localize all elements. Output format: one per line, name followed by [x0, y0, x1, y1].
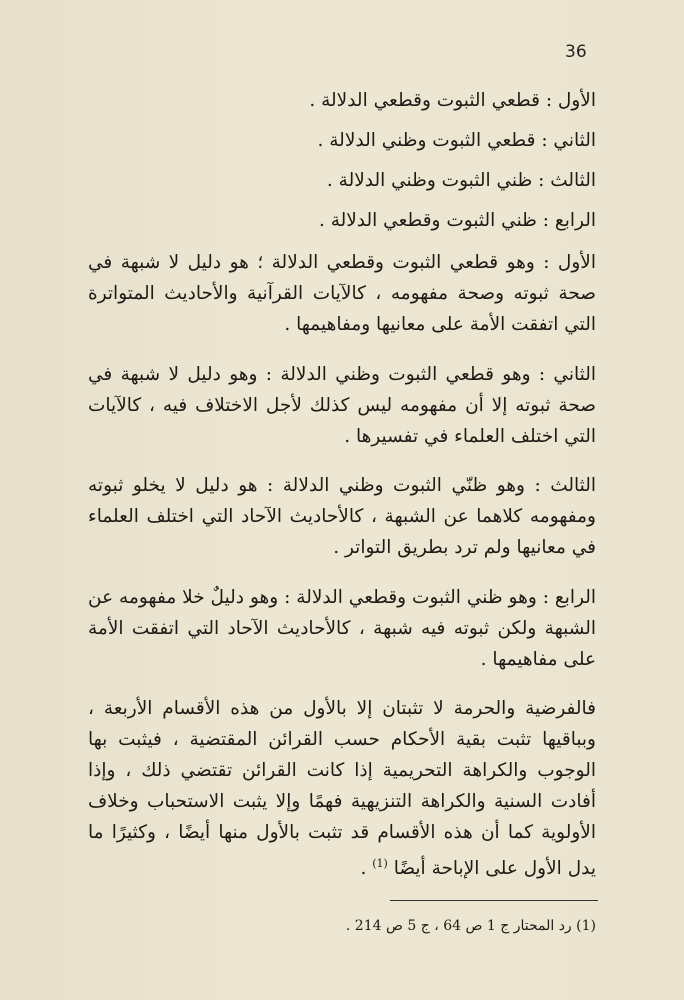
footnote: (1) رد المحتار ج 1 ص 64 ، ج 5 ص 214 .: [345, 918, 596, 934]
page-number: 36: [565, 42, 587, 62]
list-line-3: الثالث : ظني الثبوت وظني الدلالة .: [326, 170, 596, 191]
footnote-divider: [390, 900, 598, 901]
paragraph-first: الأول : وهو قطعي الثبوت وقطعي الدلالة ؛ هو دليل لا شبهة في صحة ثبوته وصحة مفهومه ، كالآيات القرآنية والأحاديث المتواترة التي اتفقت الأمة على معانيها ومفاهيمها .: [88, 252, 596, 335]
paragraph-conclusion: [88, 693, 596, 884]
conclusion-end: .: [360, 858, 367, 880]
paragraph-fourth: الرابع : وهو ظني الثبوت وقطعي الدلالة : وهو دليلٌ خلا مفهومه عن الشبهة ولكن ثبوته فيه شبهة ، كالأحاديث الآحاد التي اتفقت الأمة على مفاهيمها .: [88, 586, 596, 670]
paragraph-third: الثالث : وهو ظنّي الثبوت وظني الدلالة : هو دليل لا يخلو ثبوته ومفهومه كلاهما عن الشبهة ، كالأحاديث الآحاد التي اختلف العلماء في معانيها ولم ترد بطريق التواتر .: [88, 475, 596, 558]
conclusion-text: فالفرضية والحرمة لا تثبتان إلا بالأول من هذه الأقسام الأربعة ، وبباقيها تثبت بقية الأحكام حسب القرائن المقتضية ، فيثبت بها الوجوب والكراهة التحريمية إذا كانت القرائن تقتضي ذلك ، وإذا أفادت السنية والكراهة التنزيهية فهمًا وإلا يثبت الاستحباب وخلاف الأولوية كما أن هذه الأقسام قد تثبت بالأول منها أيضًا ، وكثيرًا ما يدل الأول على الإباحة أيضًا: [88, 698, 596, 880]
list-line-2: الثاني : قطعي الثبوت وظني الدلالة .: [317, 130, 596, 151]
list-line-4: الرابع : ظني الثبوت وقطعي الدلالة .: [318, 210, 596, 231]
footnote-reference[interactable]: (1): [372, 857, 388, 870]
paragraph-second: الثاني : وهو قطعي الثبوت وظني الدلالة : وهو دليل لا شبهة في صحة ثبوته إلا أن مفهومه ليس كذلك لأجل الاختلاف فيه ، كالآيات التي اختلف العلماء في تفسيرها .: [88, 363, 596, 447]
list-line-1: الأول : قطعي الثبوت وقطعي الدلالة .: [309, 90, 596, 111]
main-text: [88, 82, 596, 903]
